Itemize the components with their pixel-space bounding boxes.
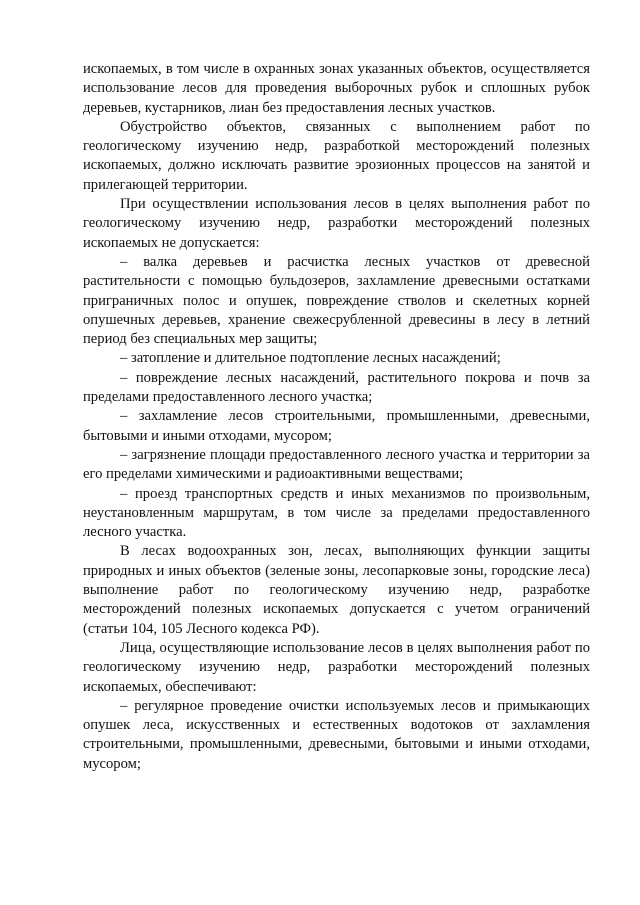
- paragraph-site-arrangement: Обустройство объектов, связанных с выполнением работ по геологическому изучению недр, разработкой месторождений полезных ископаемых, должно исключать развитие эрозионных процессов на занятой и прилегающей территории.: [83, 118, 590, 193]
- list-item-felling: – валка деревьев и расчистка лесных участков от древесной растительности с помощью бульдозеров, захламление древесными остатками приграничных полос и опушек, повреждение стволов и скелетных корней опушечных деревьев, хранение свежесрубленной древесины в лесу в летний период без специальных мер защиты;: [83, 253, 590, 348]
- paragraph-obligations-intro: Лица, осуществляющие использование лесов в целях выполнения работ по геологическому изучению недр, разработки месторождений полезных ископаемых, обеспечивают:: [83, 639, 590, 695]
- paragraph-prohibitions-intro: При осуществлении использования лесов в целях выполнения работ по геологическому изучению недр, разработки месторождений полезных ископаемых не допускается:: [83, 196, 590, 251]
- list-item-littering: – захламление лесов строительными, промышленными, древесными, бытовыми и иными отходами, мусором;: [83, 408, 590, 444]
- list-item-pollution: – загрязнение площади предоставленного лесного участка и территории за его пределами химическими и радиоактивными веществами;: [83, 446, 590, 483]
- list-item-damage: – повреждение лесных насаждений, растительного покрова и почв за пределами предоставленного лесного участка;: [83, 369, 590, 406]
- list-item-cleaning: – регулярное проведение очистки используемых лесов и примыкающих опушек леса, искусственных и естественных водотоков от захламления строительными, промышленными, древесными, бытовыми и иными отходами, мусором;: [83, 697, 590, 772]
- list-item-flooding: – затопление и длительное подтопление лесных насаждений;: [120, 350, 501, 367]
- paragraph-protected-forests: В лесах водоохранных зон, лесах, выполняющих функции защиты природных и иных объектов (зеленые зоны, лесопарковые зоны, городские леса) выполнение работ по геологическому изучению недр, разработке месторождений полезных ископаемых допускается с учетом ограничений (статьи 104, 105 Лесного кодекса РФ).: [83, 543, 590, 637]
- document-page: [83, 60, 590, 774]
- paragraph-continuation: ископаемых, в том числе в охранных зонах указанных объектов, осуществляется использование лесов для проведения выборочных рубок и сплошных рубок деревьев, кустарников, лиан без предоставления лесных участков.: [83, 61, 590, 116]
- list-item-vehicles: – проезд транспортных средств и иных механизмов по произвольным, неустановленным маршрутам, в том числе за пределами предоставленного лесного участка.: [83, 485, 590, 541]
